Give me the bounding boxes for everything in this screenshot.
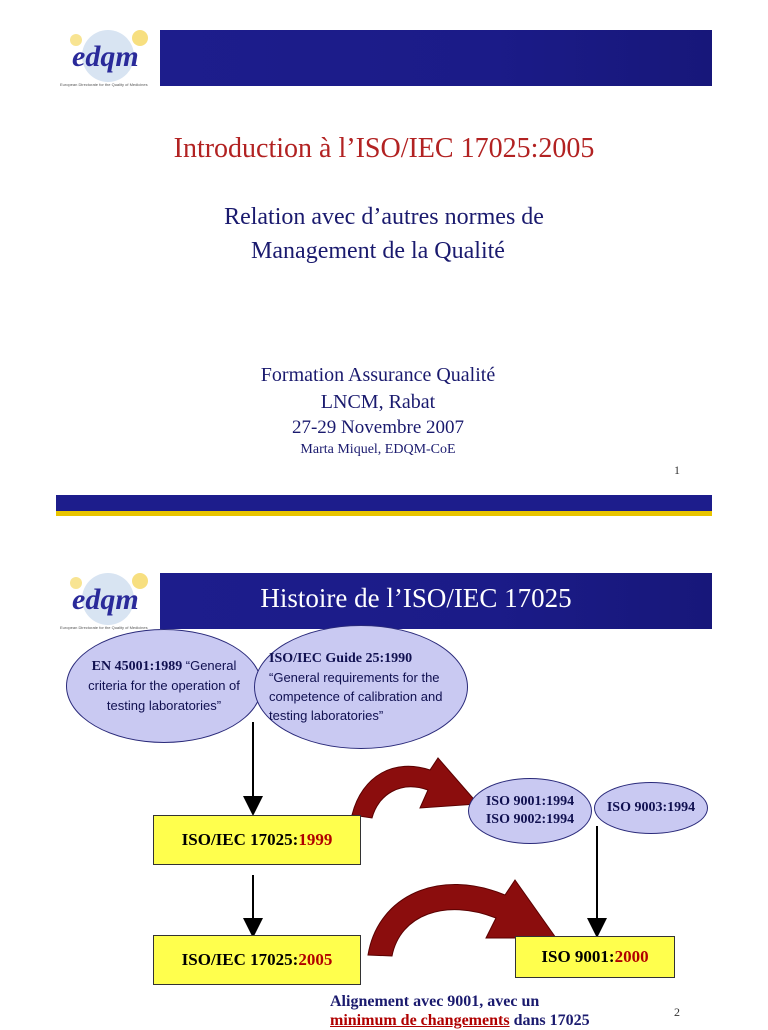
alignment-line2-rest: dans 17025 (509, 1012, 590, 1029)
logo-text-2: edqm (72, 583, 139, 616)
event-location: LNCM, Rabat (320, 391, 436, 413)
box-iso17025-2005 (153, 935, 361, 985)
slide-2-title: Histoire de l’ISO/IEC 17025 (260, 583, 572, 613)
author: Marta Miquel, EDQM-CoE (300, 442, 456, 457)
oval-iso9003-1994 (594, 782, 708, 834)
alignment-note (330, 992, 630, 1030)
iso9002-1994: ISO 9002:1994 (485, 812, 575, 827)
box-1999-prefix: ISO/IEC 17025: (181, 830, 299, 849)
box-2005-year: 2005 (298, 950, 333, 969)
oval-guide25 (254, 625, 468, 749)
en45001-code: EN 45001:1989 (91, 659, 183, 674)
event-name: Formation Assurance Qualité (260, 364, 496, 386)
oval-iso9001-1994 (468, 778, 592, 844)
box-iso9001-2000 (515, 936, 675, 978)
logo-caption-2: European Directorate for the Quality of Medicines (60, 625, 148, 630)
alignment-line2 (330, 1011, 630, 1030)
iso9003-1994: ISO 9003:1994 (606, 800, 696, 815)
box-1999-year: 1999 (298, 830, 333, 849)
oval-en45001 (66, 629, 262, 743)
logo-caption: European Directorate for the Quality of Medicines (60, 82, 148, 87)
slide-1-title: Introduction à l’ISO/IEC 17025:2005 (173, 133, 595, 164)
en45001-text: “General criteria for the operation of testing laboratories” (88, 658, 240, 713)
page-number-1: 1 (674, 463, 680, 477)
box-2000-prefix: ISO 9001: (541, 947, 615, 966)
slide-1-subtitle-line1: Relation avec d’autres normes de (224, 204, 544, 230)
slide-1-subtitle-line2: Management de la Qualité (251, 238, 505, 264)
event-dates: 27-29 Novembre 2007 (291, 417, 465, 438)
box-iso17025-1999 (153, 815, 361, 865)
page-number-2: 2 (674, 1005, 680, 1019)
iso9001-1994: ISO 9001:1994 (485, 794, 575, 809)
alignment-line2-red: minimum de changements (330, 1012, 510, 1029)
guide25-code: ISO/IEC Guide 25:1990 (269, 651, 413, 666)
logo-text: edqm (72, 40, 139, 73)
alignment-line1: Alignement avec 9001, avec un (330, 993, 540, 1010)
curved-arrow-1 (352, 758, 478, 818)
guide25-text: “General requirements for the competence of calibration and testing laboratories” (269, 670, 443, 723)
box-2000-year: 2000 (614, 947, 649, 966)
box-2005-prefix: ISO/IEC 17025: (181, 950, 299, 969)
